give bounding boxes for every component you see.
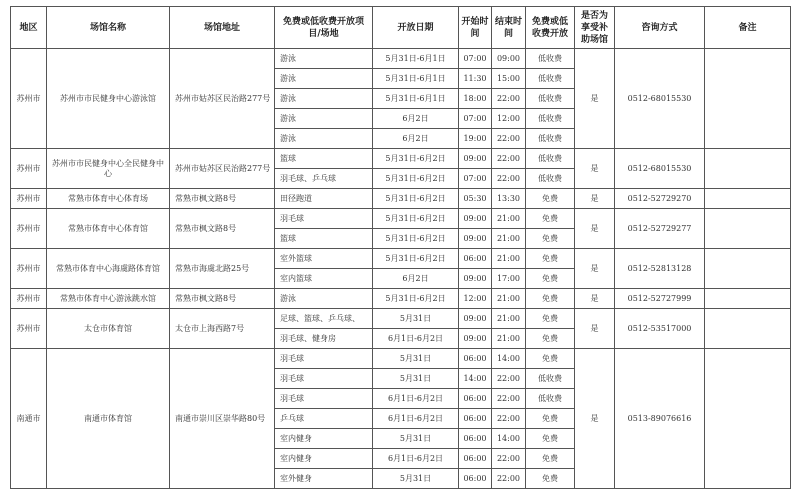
open-date-cell: 5月31日-6月2日 bbox=[373, 249, 459, 269]
contact-cell: 0512-52729277 bbox=[615, 209, 705, 249]
table-row bbox=[11, 309, 791, 329]
item-cell: 篮球 bbox=[275, 149, 373, 169]
end-time-cell: 14:00 bbox=[492, 349, 526, 369]
end-time-cell: 22:00 bbox=[492, 149, 526, 169]
open-date-cell: 5月31日 bbox=[373, 309, 459, 329]
venue-name-cell: 常熟市体育中心体育场 bbox=[47, 189, 170, 209]
start-time-cell: 19:00 bbox=[459, 129, 492, 149]
open-date-cell: 5月31日 bbox=[373, 369, 459, 389]
end-time-cell: 22:00 bbox=[492, 389, 526, 409]
end-time-cell: 22:00 bbox=[492, 89, 526, 109]
item-cell: 游泳 bbox=[275, 89, 373, 109]
table-row bbox=[11, 349, 791, 369]
venue-address-cell: 南通市崇川区崇华路80号 bbox=[170, 349, 275, 489]
subsidized-cell: 是 bbox=[575, 289, 615, 309]
region-cell: 苏州市 bbox=[11, 289, 47, 309]
venue-address-cell: 常熟市枫文路8号 bbox=[170, 209, 275, 249]
venue-address-cell: 常熟市枫文路8号 bbox=[170, 289, 275, 309]
subsidized-cell: 是 bbox=[575, 309, 615, 349]
item-cell: 篮球 bbox=[275, 229, 373, 249]
fee-type-cell: 免费 bbox=[526, 289, 575, 309]
open-date-cell: 6月2日 bbox=[373, 269, 459, 289]
table-row bbox=[11, 49, 791, 69]
header-venue-address: 场馆地址 bbox=[170, 7, 275, 49]
item-cell: 游泳 bbox=[275, 69, 373, 89]
remarks-cell bbox=[705, 189, 791, 209]
item-cell: 室内篮球 bbox=[275, 269, 373, 289]
item-cell: 室内健身 bbox=[275, 429, 373, 449]
start-time-cell: 11:30 bbox=[459, 69, 492, 89]
end-time-cell: 22:00 bbox=[492, 449, 526, 469]
item-cell: 游泳 bbox=[275, 109, 373, 129]
start-time-cell: 09:00 bbox=[459, 329, 492, 349]
end-time-cell: 13:30 bbox=[492, 189, 526, 209]
table-row bbox=[11, 149, 791, 169]
open-date-cell: 5月31日-6月2日 bbox=[373, 289, 459, 309]
fee-type-cell: 免费 bbox=[526, 349, 575, 369]
end-time-cell: 21:00 bbox=[492, 289, 526, 309]
start-time-cell: 09:00 bbox=[459, 229, 492, 249]
remarks-cell bbox=[705, 209, 791, 249]
contact-cell: 0513-89076616 bbox=[615, 349, 705, 489]
fee-type-cell: 低收费 bbox=[526, 369, 575, 389]
remarks-cell bbox=[705, 49, 791, 149]
venue-opening-table bbox=[10, 6, 791, 489]
venue-address-cell: 常熟市海虞北路25号 bbox=[170, 249, 275, 289]
item-cell: 羽毛球 bbox=[275, 389, 373, 409]
fee-type-cell: 低收费 bbox=[526, 149, 575, 169]
open-date-cell: 6月1日-6月2日 bbox=[373, 449, 459, 469]
end-time-cell: 22:00 bbox=[492, 169, 526, 189]
header-region: 地区 bbox=[11, 7, 47, 49]
item-cell: 乒乓球 bbox=[275, 409, 373, 429]
subsidized-cell: 是 bbox=[575, 209, 615, 249]
item-cell: 室外健身 bbox=[275, 469, 373, 489]
fee-type-cell: 低收费 bbox=[526, 129, 575, 149]
venue-address-cell: 太仓市上海西路7号 bbox=[170, 309, 275, 349]
start-time-cell: 06:00 bbox=[459, 249, 492, 269]
header-row bbox=[11, 7, 791, 49]
end-time-cell: 12:00 bbox=[492, 109, 526, 129]
remarks-cell bbox=[705, 309, 791, 349]
item-cell: 羽毛球 bbox=[275, 349, 373, 369]
item-cell: 羽毛球、乒乓球 bbox=[275, 169, 373, 189]
end-time-cell: 22:00 bbox=[492, 369, 526, 389]
start-time-cell: 14:00 bbox=[459, 369, 492, 389]
region-cell: 苏州市 bbox=[11, 189, 47, 209]
end-time-cell: 15:00 bbox=[492, 69, 526, 89]
end-time-cell: 21:00 bbox=[492, 309, 526, 329]
fee-type-cell: 免费 bbox=[526, 429, 575, 449]
end-time-cell: 22:00 bbox=[492, 409, 526, 429]
fee-type-cell: 低收费 bbox=[526, 109, 575, 129]
subsidized-cell: 是 bbox=[575, 249, 615, 289]
region-cell: 苏州市 bbox=[11, 49, 47, 149]
fee-type-cell: 免费 bbox=[526, 249, 575, 269]
start-time-cell: 06:00 bbox=[459, 429, 492, 449]
remarks-cell bbox=[705, 249, 791, 289]
contact-cell: 0512-52729270 bbox=[615, 189, 705, 209]
remarks-cell bbox=[705, 349, 791, 489]
venue-name-cell: 太仓市体育馆 bbox=[47, 309, 170, 349]
start-time-cell: 07:00 bbox=[459, 49, 492, 69]
header-start-time: 开始时间 bbox=[459, 7, 492, 49]
open-date-cell: 6月1日-6月2日 bbox=[373, 329, 459, 349]
item-cell: 室外篮球 bbox=[275, 249, 373, 269]
region-cell: 苏州市 bbox=[11, 249, 47, 289]
fee-type-cell: 免费 bbox=[526, 309, 575, 329]
remarks-cell bbox=[705, 149, 791, 189]
open-date-cell: 6月2日 bbox=[373, 109, 459, 129]
open-date-cell: 6月1日-6月2日 bbox=[373, 409, 459, 429]
end-time-cell: 22:00 bbox=[492, 469, 526, 489]
item-cell: 足球、篮球、乒乓球、 bbox=[275, 309, 373, 329]
end-time-cell: 21:00 bbox=[492, 249, 526, 269]
open-date-cell: 5月31日-6月1日 bbox=[373, 69, 459, 89]
contact-cell: 0512-53517000 bbox=[615, 309, 705, 349]
fee-type-cell: 免费 bbox=[526, 269, 575, 289]
fee-type-cell: 免费 bbox=[526, 329, 575, 349]
start-time-cell: 06:00 bbox=[459, 349, 492, 369]
start-time-cell: 07:00 bbox=[459, 109, 492, 129]
item-cell: 羽毛球 bbox=[275, 209, 373, 229]
fee-type-cell: 免费 bbox=[526, 209, 575, 229]
fee-type-cell: 低收费 bbox=[526, 389, 575, 409]
venue-address-cell: 苏州市姑苏区民治路277号 bbox=[170, 149, 275, 189]
item-cell: 羽毛球、健身房 bbox=[275, 329, 373, 349]
subsidized-cell: 是 bbox=[575, 49, 615, 149]
item-cell: 游泳 bbox=[275, 289, 373, 309]
table-row bbox=[11, 209, 791, 229]
fee-type-cell: 免费 bbox=[526, 409, 575, 429]
open-date-cell: 5月31日 bbox=[373, 429, 459, 449]
subsidized-cell: 是 bbox=[575, 189, 615, 209]
header-open-date: 开放日期 bbox=[373, 7, 459, 49]
end-time-cell: 21:00 bbox=[492, 329, 526, 349]
contact-cell: 0512-68015530 bbox=[615, 49, 705, 149]
start-time-cell: 12:00 bbox=[459, 289, 492, 309]
open-date-cell: 6月2日 bbox=[373, 129, 459, 149]
contact-cell: 0512-52727999 bbox=[615, 289, 705, 309]
fee-type-cell: 免费 bbox=[526, 449, 575, 469]
header-venue-name: 场馆名称 bbox=[47, 7, 170, 49]
end-time-cell: 21:00 bbox=[492, 229, 526, 249]
open-date-cell: 5月31日-6月2日 bbox=[373, 149, 459, 169]
open-date-cell: 5月31日-6月1日 bbox=[373, 89, 459, 109]
open-date-cell: 5月31日-6月2日 bbox=[373, 209, 459, 229]
end-time-cell: 17:00 bbox=[492, 269, 526, 289]
start-time-cell: 09:00 bbox=[459, 149, 492, 169]
fee-type-cell: 免费 bbox=[526, 469, 575, 489]
start-time-cell: 18:00 bbox=[459, 89, 492, 109]
remarks-cell bbox=[705, 289, 791, 309]
header-contact: 咨询方式 bbox=[615, 7, 705, 49]
open-date-cell: 5月31日 bbox=[373, 469, 459, 489]
start-time-cell: 07:00 bbox=[459, 169, 492, 189]
subsidized-cell: 是 bbox=[575, 349, 615, 489]
start-time-cell: 06:00 bbox=[459, 469, 492, 489]
region-cell: 苏州市 bbox=[11, 149, 47, 189]
end-time-cell: 21:00 bbox=[492, 209, 526, 229]
contact-cell: 0512-52813128 bbox=[615, 249, 705, 289]
item-cell: 游泳 bbox=[275, 49, 373, 69]
header-end-time: 结束时间 bbox=[492, 7, 526, 49]
fee-type-cell: 低收费 bbox=[526, 69, 575, 89]
fee-type-cell: 低收费 bbox=[526, 89, 575, 109]
region-cell: 苏州市 bbox=[11, 209, 47, 249]
subsidized-cell: 是 bbox=[575, 149, 615, 189]
table-row bbox=[11, 249, 791, 269]
venue-name-cell: 常熟市体育中心体育馆 bbox=[47, 209, 170, 249]
venue-name-cell: 常熟市体育中心游泳跳水馆 bbox=[47, 289, 170, 309]
end-time-cell: 22:00 bbox=[492, 129, 526, 149]
venue-name-cell: 常熟市体育中心海虞路体育馆 bbox=[47, 249, 170, 289]
fee-type-cell: 低收费 bbox=[526, 169, 575, 189]
start-time-cell: 09:00 bbox=[459, 269, 492, 289]
item-cell: 游泳 bbox=[275, 129, 373, 149]
header-items: 免费或低收费开放项目/场地 bbox=[275, 7, 373, 49]
table-row bbox=[11, 289, 791, 309]
region-cell: 南通市 bbox=[11, 349, 47, 489]
venue-address-cell: 常熟市枫文路8号 bbox=[170, 189, 275, 209]
fee-type-cell: 免费 bbox=[526, 229, 575, 249]
venue-address-cell: 苏州市姑苏区民治路277号 bbox=[170, 49, 275, 149]
open-date-cell: 6月1日-6月2日 bbox=[373, 389, 459, 409]
start-time-cell: 05:30 bbox=[459, 189, 492, 209]
item-cell: 室内健身 bbox=[275, 449, 373, 469]
end-time-cell: 14:00 bbox=[492, 429, 526, 449]
fee-type-cell: 低收费 bbox=[526, 49, 575, 69]
item-cell: 田径跑道 bbox=[275, 189, 373, 209]
start-time-cell: 06:00 bbox=[459, 389, 492, 409]
header-fee-type: 免费或低收费开放 bbox=[526, 7, 575, 49]
header-subsidized: 是否为享受补助场馆 bbox=[575, 7, 615, 49]
start-time-cell: 09:00 bbox=[459, 309, 492, 329]
open-date-cell: 5月31日 bbox=[373, 349, 459, 369]
region-cell: 苏州市 bbox=[11, 309, 47, 349]
start-time-cell: 06:00 bbox=[459, 449, 492, 469]
contact-cell: 0512-68015530 bbox=[615, 149, 705, 189]
open-date-cell: 5月31日-6月2日 bbox=[373, 169, 459, 189]
venue-name-cell: 南通市体育馆 bbox=[47, 349, 170, 489]
header-remarks: 备注 bbox=[705, 7, 791, 49]
end-time-cell: 09:00 bbox=[492, 49, 526, 69]
venue-name-cell: 苏州市市民健身中心游泳馆 bbox=[47, 49, 170, 149]
venue-name-cell: 苏州市市民健身中心全民健身中心 bbox=[47, 149, 170, 189]
table-row bbox=[11, 189, 791, 209]
fee-type-cell: 免费 bbox=[526, 189, 575, 209]
open-date-cell: 5月31日-6月2日 bbox=[373, 229, 459, 249]
open-date-cell: 5月31日-6月1日 bbox=[373, 49, 459, 69]
item-cell: 羽毛球 bbox=[275, 369, 373, 389]
start-time-cell: 06:00 bbox=[459, 409, 492, 429]
open-date-cell: 5月31日-6月2日 bbox=[373, 189, 459, 209]
start-time-cell: 09:00 bbox=[459, 209, 492, 229]
